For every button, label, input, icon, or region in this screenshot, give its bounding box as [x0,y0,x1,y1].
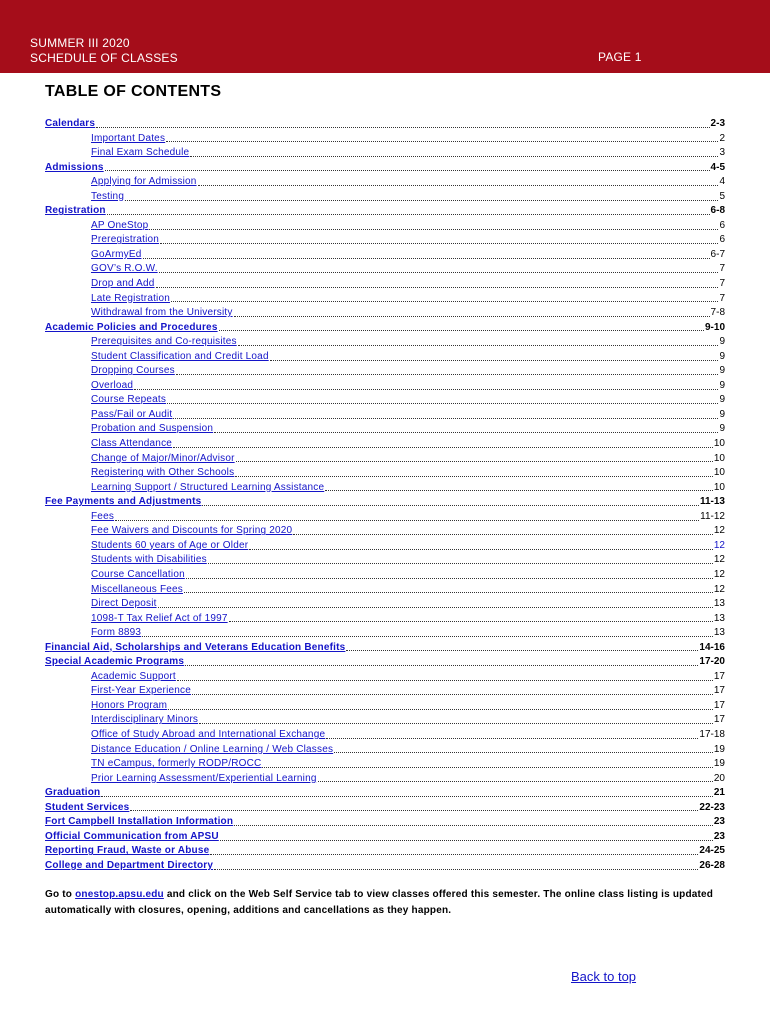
toc-entry-link[interactable]: Direct Deposit [91,598,157,610]
toc-entry-link[interactable]: Learning Support / Structured Learning Assistance [91,481,325,493]
toc-page-number: 10 [713,438,725,450]
toc-subsection-entry [0,219,770,234]
dot-leader [198,185,719,186]
dot-leader [156,287,719,288]
dot-leader [293,534,713,535]
toc-entry-link[interactable]: Student Services [45,801,130,813]
toc-page-number: 9 [719,379,725,391]
dot-leader [184,592,713,593]
toc-subsection-entry [0,772,770,787]
toc-entry-link[interactable]: Class Attendance [91,438,173,450]
toc-subsection-entry [0,713,770,728]
toc-page-number: 9 [719,423,725,435]
toc-entry-link[interactable]: Admissions [45,161,104,173]
dot-leader [125,200,718,201]
toc-page-number: 20 [713,772,725,784]
toc-entry-link[interactable]: Preregistration [91,234,160,246]
toc-entry-link[interactable]: Interdisciplinary Minors [91,714,199,726]
toc-page-number: 26-28 [699,859,725,871]
toc-entry-link[interactable]: Office of Study Abroad and International Exchange [91,728,326,740]
toc-entry-link[interactable]: Honors Program [91,699,168,711]
toc-subsection-entry [0,568,770,583]
toc-subsection-entry [0,146,770,161]
toc-entry-link[interactable]: Academic Policies and Procedures [45,321,218,333]
toc-subsection-entry [0,728,770,743]
dot-leader [186,578,713,579]
toc-entry-link[interactable]: Students with Disabilities [91,554,207,566]
toc-section-entry [0,161,770,176]
toc-page-number: 17-20 [699,656,725,668]
toc-page-number: 17 [713,714,725,726]
toc-subsection-entry [0,132,770,147]
dot-leader [326,738,698,739]
dot-leader [185,665,698,666]
toc-page-number: 7-8 [710,307,725,319]
dot-leader [158,607,713,608]
toc-section-entry [0,495,770,510]
dot-leader [234,825,713,826]
toc-page-number: 12 [713,525,725,537]
toc-subsection-entry [0,757,770,772]
toc-entry-link[interactable]: Pass/Fail or Audit [91,408,173,420]
toc-entry-link[interactable]: Distance Education / Online Learning / Web Classes [91,743,334,755]
toc-page-number: 7 [719,263,725,275]
toc-page-number: 3 [719,147,725,159]
term-title: SUMMER III 2020 [30,36,130,50]
toc-section-entry [0,117,770,132]
dot-leader [101,796,713,797]
toc-subsection-entry [0,539,770,554]
toc-entry-link[interactable]: Official Communication from APSU [45,830,219,842]
toc-subsection-entry [0,524,770,539]
toc-section-entry [0,655,770,670]
toc-entry-link[interactable]: Form 8893 [91,627,142,639]
toc-page-number: 2 [719,132,725,144]
dot-leader [130,810,698,811]
dot-leader [177,680,713,681]
dot-leader [107,214,710,215]
toc-subsection-entry [0,481,770,496]
footer-note [45,887,725,919]
toc-entry-link[interactable]: Important Dates [91,132,166,144]
toc-page-number: 12 [713,539,725,551]
toc-page-number: 19 [713,758,725,770]
toc-entry-link[interactable]: GoArmyEd [91,248,142,260]
dot-leader [238,345,719,346]
toc-subsection-entry [0,612,770,627]
toc-subsection-entry [0,277,770,292]
toc-page-number: 22-23 [699,801,725,813]
toc-section-entry [0,830,770,845]
toc-entry-link[interactable]: Miscellaneous Fees [91,583,183,595]
dot-leader [346,650,698,651]
dot-leader [173,418,718,419]
dot-leader [173,447,713,448]
table-of-contents [0,117,770,873]
toc-page-number: 17-18 [699,728,725,740]
toc-page-number: 6-8 [710,205,725,217]
toc-page-number: 9 [719,365,725,377]
toc-subsection-entry [0,422,770,437]
dot-leader [214,432,718,433]
toc-section-entry [0,801,770,816]
toc-entry-link[interactable]: Withdrawal from the University [91,307,233,319]
dot-leader [229,621,713,622]
toc-page-number: 10 [713,481,725,493]
toc-page-number: 11-13 [699,496,725,508]
schedule-title: SCHEDULE OF CLASSES [30,51,178,65]
toc-page-number: 9 [719,350,725,362]
onestop-link[interactable]: onestop.apsu.edu [75,889,164,900]
toc-subsection-entry [0,379,770,394]
toc-entry-link[interactable]: Special Academic Programs [45,656,185,668]
dot-leader [210,854,698,855]
toc-entry-link[interactable]: AP OneStop [91,219,149,231]
toc-page-number: 17 [713,699,725,711]
back-to-top-link[interactable]: Back to top [571,969,637,984]
toc-subsection-entry [0,597,770,612]
toc-entry-link[interactable]: TN eCampus, formerly RODP/ROCC [91,758,262,770]
toc-subsection-entry [0,175,770,190]
toc-page-number: 4 [719,176,725,188]
toc-entry-link[interactable]: Change of Major/Minor/Advisor [91,452,235,464]
dot-leader [236,461,713,462]
toc-subsection-entry [0,437,770,452]
toc-entry-link[interactable]: Registration [45,205,106,217]
toc-subsection-entry [0,684,770,699]
toc-subsection-entry [0,306,770,321]
toc-page-number: 6-7 [710,248,725,260]
toc-subsection-entry [0,364,770,379]
toc-entry-link[interactable]: Student Classification and Credit Load [91,350,269,362]
toc-entry-link[interactable]: 1098-T Tax Relief Act of 1997 [91,612,228,624]
toc-subsection-entry [0,393,770,408]
toc-entry-link[interactable]: GOV’s R.O.W. [91,263,158,275]
toc-page-number: 21 [713,787,725,799]
toc-subsection-entry [0,190,770,205]
dot-leader [262,767,712,768]
footer-suffix: and click on the Web Self Service tab to view classes offered this semester. The online class listing is updated automatically with closures, opening, additions and cancellations as they happen. [45,889,714,916]
dot-leader [270,360,719,361]
toc-entry-link[interactable]: Drop and Add [91,278,155,290]
toc-section-entry [0,641,770,656]
toc-page-number: 19 [713,743,725,755]
toc-page-number: 11-12 [700,510,725,522]
toc-entry-link[interactable]: Applying for Admission [91,176,197,188]
toc-entry-link[interactable]: Fort Campbell Installation Information [45,816,234,828]
toc-entry-link[interactable]: Graduation [45,787,101,799]
toc-page-number: 12 [713,583,725,595]
dot-leader [219,330,704,331]
toc-entry-link[interactable]: Course Repeats [91,394,167,406]
toc-page-number: 13 [713,598,725,610]
toc-subsection-entry [0,335,770,350]
toc-section-entry [0,815,770,830]
toc-entry-link[interactable]: Fee Waivers and Discounts for Spring 2020 [91,525,293,537]
toc-page-number: 9 [719,336,725,348]
toc-subsection-entry [0,292,770,307]
toc-entry-link[interactable]: Overload [91,379,134,391]
toc-entry-link[interactable]: Financial Aid, Scholarships and Veterans Education Benefits [45,641,346,653]
toc-page-number: 9-10 [704,321,725,333]
dot-leader [199,723,713,724]
toc-entry-link[interactable]: Calendars [45,118,96,129]
toc-page-number: 10 [713,452,725,464]
toc-subsection-entry [0,350,770,365]
toc-page-number: 13 [713,612,725,624]
toc-section-entry [0,859,770,874]
toc-subsection-entry [0,553,770,568]
dot-leader [208,563,713,564]
toc-entry-link[interactable]: Reporting Fraud, Waste or Abuse [45,845,210,857]
dot-leader [167,403,718,404]
toc-page-number: 5 [719,190,725,202]
toc-page-number: 7 [719,278,725,290]
toc-page-number: 9 [719,394,725,406]
toc-section-entry [0,204,770,219]
toc-entry-link[interactable]: Probation and Suspension [91,423,214,435]
toc-page-number: 10 [713,467,725,479]
dot-leader [235,476,713,477]
toc-page-number: 23 [713,830,725,842]
toc-subsection-entry [0,699,770,714]
dot-leader [105,170,710,171]
toc-subsection-entry [0,510,770,525]
dot-leader [159,272,719,273]
dot-leader [143,258,710,259]
dot-leader [325,490,713,491]
toc-subsection-entry [0,452,770,467]
dot-leader [190,156,718,157]
toc-subsection-entry [0,233,770,248]
toc-page-number: 23 [713,816,725,828]
toc-entry-link[interactable]: First-Year Experience [91,685,191,697]
toc-page-number: 6 [719,219,725,231]
toc-page-number: 7 [719,292,725,304]
dot-leader [192,694,713,695]
toc-page-number: 17 [713,685,725,697]
toc-subsection-entry [0,262,770,277]
dot-leader [334,752,713,753]
toc-page-number: 4-5 [710,161,725,173]
toc-entry-link[interactable]: Final Exam Schedule [91,147,190,159]
toc-subsection-entry [0,626,770,641]
toc-entry-link[interactable]: Prior Learning Assessment/Experiential Learning [91,772,317,784]
dot-leader [166,141,718,142]
toc-subsection-entry [0,670,770,685]
toc-entry-link[interactable]: Registering with Other Schools [91,467,235,479]
page-number: PAGE 1 [598,50,642,64]
dot-leader [115,520,699,521]
dot-leader [134,389,718,390]
toc-entry-link[interactable]: Fee Payments and Adjustments [45,496,202,508]
toc-entry-link[interactable]: Late Registration [91,292,171,304]
dot-leader [96,127,709,128]
toc-heading: TABLE OF CONTENTS [45,83,222,100]
dot-leader [234,316,710,317]
toc-page-number: 13 [713,627,725,639]
dot-leader [149,229,718,230]
toc-section-entry [0,844,770,859]
toc-entry-link[interactable]: Testing [91,190,125,202]
toc-page-number: 9 [719,408,725,420]
dot-leader [318,781,713,782]
toc-entry-link[interactable]: Course Cancellation [91,568,185,580]
toc-section-entry [0,321,770,336]
toc-page-number: 14-16 [699,641,725,653]
dot-leader [171,301,718,302]
toc-entry-link[interactable]: Fees [91,510,115,522]
toc-entry-link[interactable]: Students 60 years of Age or Older [91,539,249,551]
toc-page-number: 2-3 [710,118,725,129]
footer-prefix: Go to [45,889,76,900]
toc-subsection-entry [0,248,770,263]
toc-page-number: 12 [713,554,725,566]
dot-leader [142,636,713,637]
dot-leader [176,374,719,375]
toc-section-entry [0,786,770,801]
toc-subsection-entry [0,466,770,481]
toc-entry-link[interactable]: Prerequisites and Co-requisites [91,336,237,348]
toc-subsection-entry [0,583,770,598]
dot-leader [220,840,713,841]
dot-leader [202,505,699,506]
dot-leader [168,709,713,710]
toc-page-number: 12 [713,568,725,580]
toc-entry-link[interactable]: Academic Support [91,670,176,682]
dot-leader [160,243,718,244]
toc-page-number: 17 [713,670,725,682]
toc-page-number: 6 [719,234,725,246]
dot-leader [214,869,698,870]
toc-page-number: 24-25 [699,845,725,857]
toc-subsection-entry [0,743,770,758]
page-header [0,0,770,73]
dot-leader [249,549,713,550]
toc-subsection-entry [0,408,770,423]
toc-entry-link[interactable]: Dropping Courses [91,365,175,377]
toc-entry-link[interactable]: College and Department Directory [45,859,214,871]
